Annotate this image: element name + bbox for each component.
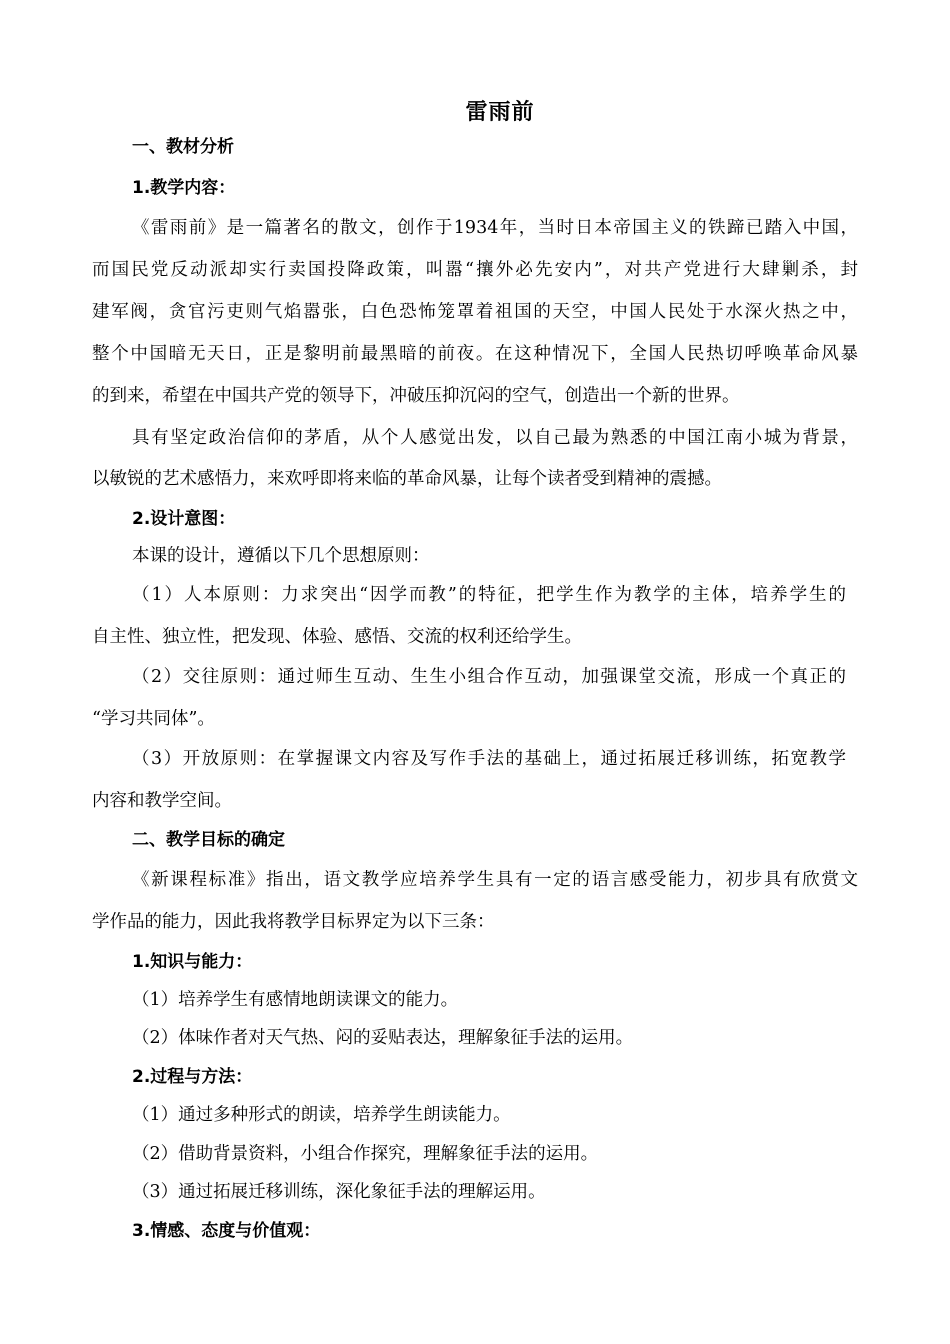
subheading-emotion-values: 3.情感、态度与价值观： — [132, 1221, 321, 1241]
paragraph-line: 自主性、独立性，把发现、体验、感悟、交流的权利还给学生。 — [92, 627, 582, 647]
paragraph-line: “学习共同体”。 — [92, 709, 215, 729]
paragraph-line: （2）交往原则：通过师生互动、生生小组合作互动，加强课堂交流，形成一个真正的 — [132, 667, 846, 687]
paragraph-line: 而国民党反动派却实行卖国投降政策，叫嚣“攘外必先安内”，对共产党进行大肆剿杀，封 — [92, 260, 858, 280]
paragraph-line: 具有坚定政治信仰的茅盾，从个人感觉出发，以自己最为熟悉的中国江南小城为背景， — [132, 428, 858, 448]
paragraph-line: （3）开放原则：在掌握课文内容及写作手法的基础上，通过拓展迁移训练，拓宽教学 — [132, 749, 846, 769]
paragraph-line: 本课的设计，遵循以下几个思想原则： — [132, 546, 430, 566]
subheading-design-intent: 2.设计意图： — [132, 509, 236, 529]
paragraph-line: 建军阀，贪官污吏则气焰嚣张，白色恐怖笼罩着祖国的天空，中国人民处于水深火热之中， — [92, 302, 858, 322]
list-item: （2）体味作者对天气热、闷的妥贴表达，理解象征手法的运用。 — [132, 1028, 634, 1048]
list-item: （3）通过拓展迁移训练，深化象征手法的理解运用。 — [132, 1182, 546, 1202]
paragraph-line: 以敏锐的艺术感悟力，来欢呼即将来临的革命风暴，让每个读者受到精神的震撼。 — [92, 469, 722, 489]
section-heading-analysis: 一、教材分析 — [132, 137, 234, 157]
list-item: （2）借助背景资料，小组合作探究，理解象征手法的运用。 — [132, 1144, 599, 1164]
subheading-knowledge-ability: 1.知识与能力： — [132, 952, 253, 972]
section-heading-goals: 二、教学目标的确定 — [132, 830, 285, 850]
paragraph-line: 内容和教学空间。 — [92, 791, 232, 811]
paragraph-line: 学作品的能力，因此我将教学目标界定为以下三条： — [92, 912, 495, 932]
document-title: 雷雨前 — [465, 100, 535, 125]
paragraph-line: （1）人本原则：力求突出“因学而教”的特征，把学生作为教学的主体，培养学生的 — [132, 585, 846, 605]
subheading-process-method: 2.过程与方法： — [132, 1067, 253, 1087]
paragraph-line: 《新课程标准》指出，语文教学应培养学生具有一定的语言感受能力，初步具有欣赏文 — [132, 870, 858, 890]
subheading-teaching-content: 1.教学内容： — [132, 178, 236, 198]
list-item: （1）通过多种形式的朗读，培养学生朗读能力。 — [132, 1105, 511, 1125]
paragraph-line: 《雷雨前》是一篇著名的散文，创作于1934年，当时日本帝国主义的铁蹄已踏入中国， — [132, 218, 858, 238]
paragraph-line: 的到来，希望在中国共产党的领导下，冲破压抑沉闷的空气，创造出一个新的世界。 — [92, 386, 740, 406]
paragraph-line: 整个中国暗无天日，正是黎明前最黑暗的前夜。在这种情况下，全国人民热切呼唤革命风暴 — [92, 344, 858, 364]
list-item: （1）培养学生有感情地朗读课文的能力。 — [132, 990, 459, 1010]
